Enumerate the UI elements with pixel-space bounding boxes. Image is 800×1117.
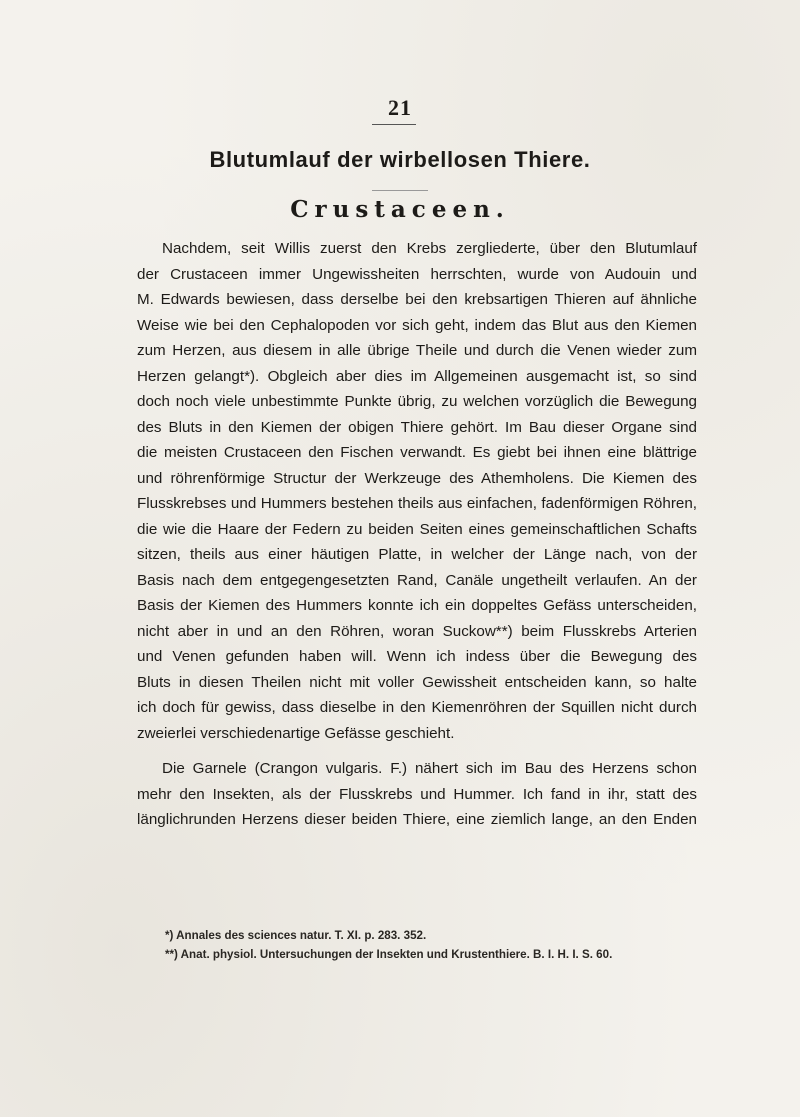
text-line: und röhrenförmige Structur der Werkzeuge des Athemholens. Die Kiemen des (137, 469, 697, 487)
page-number-rule (372, 124, 416, 125)
text-line: Basis der Kiemen des Hummers konnte ich ein doppeltes Gefäss unterscheiden, (137, 597, 697, 614)
text-line: länglichrunden Herzens dieser beiden Thiere, eine ziemlich lange, an den Enden (137, 811, 697, 828)
title-divider (372, 190, 428, 191)
text-line: Flusskrebses und Hummers bestehen theils aus einfachen, fadenförmigen Röhren, (137, 495, 697, 512)
text-line: zweierlei verschiedenartige Gefässe geschieht. (137, 724, 455, 742)
text-line: des Bluts in den Kiemen der obigen Thiere gehört. Im Bau dieser Organe sind (137, 418, 697, 436)
footnote-2: **) Anat. physiol. Untersuchungen der Insekten und Krustenthiere. B. I. H. I. S. 60. (165, 948, 613, 961)
text-line: sitzen, theils aus einer häutigen Platte, in welcher der Länge nach, von der (137, 546, 697, 563)
footnote-1: *) Annales des sciences natur. T. XI. p. 283. 352. (165, 929, 427, 942)
text-line: die wie die Haare der Federn zu beiden Seiten eines gemeinschaftlichen Schafts (137, 520, 697, 538)
text-line: und Venen gefunden haben will. Wenn ich indess über die Bewegung des (137, 648, 697, 665)
paragraph-gap (137, 746, 697, 756)
text-line: Weise wie bei den Cephalopoden vor sich geht, indem das Blut aus den Kiemen (137, 316, 697, 334)
page-title: Blutumlauf der wirbellosen Thiere. (209, 147, 591, 172)
text-line: mehr den Insekten, als der Flusskrebs und Hummer. Ich fand in ihr, statt des (137, 785, 697, 803)
paragraph-2 (137, 756, 697, 833)
text-line: der Crustaceen immer Ungewissheiten herrschten, wurde von Audouin und (137, 265, 697, 283)
text-line: die meisten Crustaceen den Fischen verwandt. Es giebt bei ihnen eine blättrige (137, 444, 697, 461)
text-line: Basis nach dem entgegengesetzten Rand, Canäle ungetheilt verlaufen. An der (137, 571, 697, 589)
text-line: Bluts in diesen Theilen nicht mit voller Gewissheit entscheiden kann, so halte (137, 673, 697, 691)
text-line: zum Herzen, aus diesem in alle übrige Theile und durch die Venen wieder zum (137, 342, 697, 359)
text-line: nicht aber in und an den Röhren, woran Suckow**) beim Flusskrebs Arterien (137, 622, 697, 640)
text-line: ich doch für gewiss, dass dieselbe in den Kiemenröhren der Squillen nicht durch (137, 699, 697, 716)
page-number: 21 (388, 95, 412, 120)
text-line: doch noch viele unbestimmte Punkte übrig, zu welchen vorzüglich die Bewegung (137, 393, 697, 410)
text-line: M. Edwards bewiesen, dass derselbe bei den krebsartigen Thieren auf ähnliche (137, 291, 697, 308)
text-line: Nachdem, seit Willis zuerst den Krebs zergliederte, über den Blutumlauf (162, 240, 697, 257)
section-heading: Crustaceen. (290, 196, 510, 223)
paragraph-1 (137, 236, 697, 746)
text-line: Die Garnele (Crangon vulgaris. F.) nähert sich im Bau des Herzens schon (162, 760, 697, 777)
body-text (137, 236, 697, 833)
text-line: Herzen gelangt*). Obgleich aber dies im Allgemeinen ausgemacht ist, so sind (137, 367, 697, 385)
